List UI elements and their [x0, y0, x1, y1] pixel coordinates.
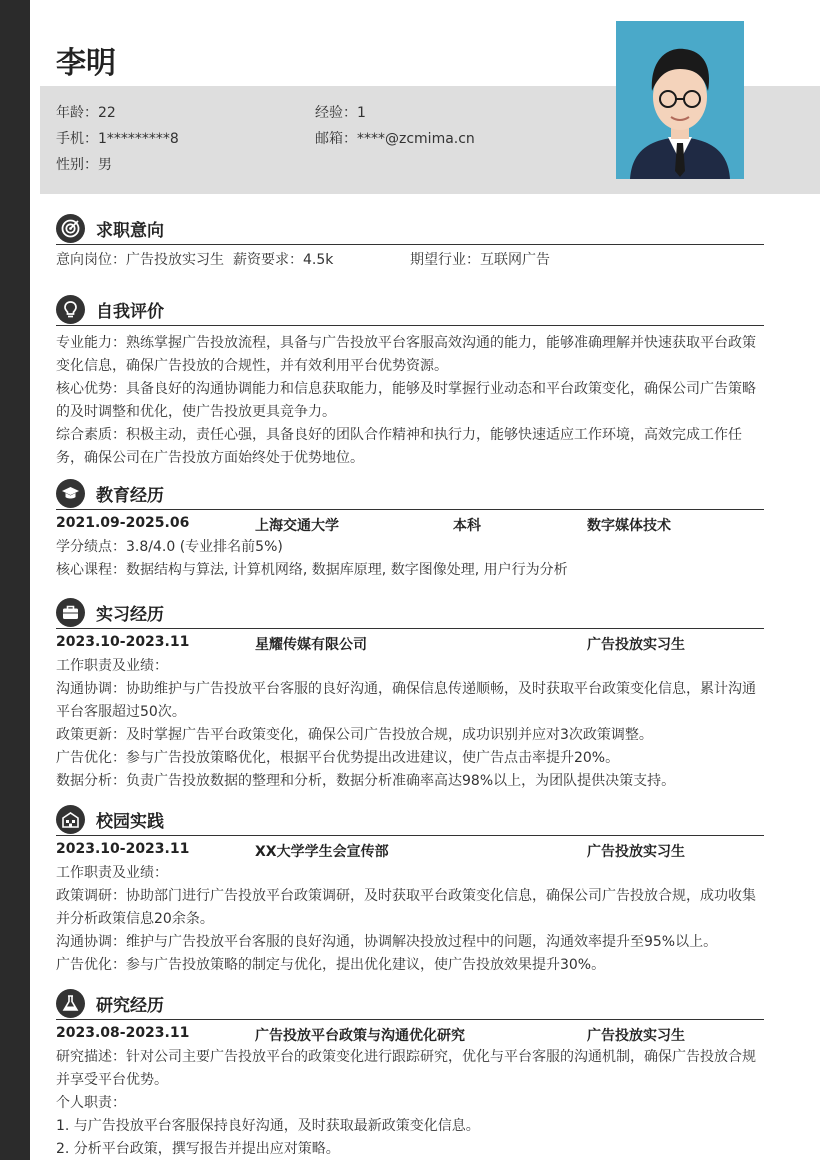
self-evaluation-title: 自我评价: [96, 302, 164, 322]
internship-company: 星耀传媒有限公司: [255, 637, 367, 653]
internship-line: 数据分析：负责广告投放数据的整理和分析，数据分析准确率高达98%以上，为团队提供决策支持。: [56, 773, 676, 789]
education-school: 上海交通大学: [255, 518, 339, 534]
research-line: 个人职责：: [56, 1095, 126, 1111]
self-eval-line: 专业能力：熟练掌握广告投放流程，具备与广告投放平台客服高效沟通的能力，能够准确理解并快速获取平台政策变化信息，确保广告投放的合规性，并有效利用平台优势资源。: [56, 335, 756, 374]
internship-row: [56, 631, 764, 655]
education-row: [56, 512, 764, 536]
education-major: 数字媒体技术: [587, 518, 671, 534]
internship-line: 广告优化：参与广告投放策略优化，根据平台优势提出改进建议，使广告点击率提升20%。: [56, 750, 620, 766]
campus-line: 工作职责及业绩：: [56, 865, 168, 881]
self-evaluation-section: [56, 295, 764, 470]
education-section: [56, 479, 764, 582]
internship-date: 2023.10-2023.11: [56, 634, 190, 650]
intent-industry: 期望行业：互联网广告: [410, 252, 550, 268]
job-intent-header: [56, 214, 764, 245]
internship-title: 实习经历: [96, 605, 164, 625]
experience-field: 经验：1: [315, 105, 366, 121]
email-field: 邮箱：****@zcmima.cn: [315, 131, 475, 147]
gender-field: 性别：男: [56, 157, 112, 173]
education-title: 教育经历: [96, 486, 164, 506]
research-project: 广告投放平台政策与沟通优化研究: [255, 1028, 465, 1044]
campus-title: 校园实践: [96, 812, 164, 832]
education-date: 2021.09-2025.06: [56, 515, 190, 531]
campus-line: 沟通协调：维护与广告投放平台客服的良好沟通，协调解决投放过程中的问题，沟通效率提升至95%以上。: [56, 934, 718, 950]
research-date: 2023.08-2023.11: [56, 1025, 190, 1041]
left-sidebar-bar: [0, 0, 30, 1160]
building-icon: [56, 805, 85, 834]
education-header: [56, 479, 764, 510]
job-intent-section: [56, 214, 764, 273]
research-line: 1. 与广告投放平台客服保持良好沟通，及时获取最新政策变化信息。: [56, 1118, 480, 1134]
internship-line: 沟通协调：协助维护与广告投放平台客服的良好沟通，确保信息传递顺畅，及时获取平台政策变化信息，累计沟通平台客服超过50次。: [56, 681, 756, 720]
campus-date: 2023.10-2023.11: [56, 841, 190, 857]
education-line: 核心课程：数据结构与算法, 计算机网络, 数据库原理, 数字图像处理, 用户行为分析: [56, 562, 568, 578]
phone-field: 手机：1*********8: [56, 131, 179, 147]
campus-row: [56, 838, 764, 862]
campus-section: [56, 805, 764, 977]
campus-line: 广告优化：参与广告投放策略的制定与优化，提出优化建议，使广告投放效果提升30%。: [56, 957, 606, 973]
internship-line: 政策更新：及时掌握广告平台政策变化，确保公司广告投放合规，成功识别并应对3次政策调整。: [56, 727, 653, 743]
research-row: [56, 1022, 764, 1046]
internship-line: 工作职责及业绩：: [56, 658, 168, 674]
age-field: 年龄：22: [56, 105, 116, 121]
research-line: 2. 分析平台政策，撰写报告并提出应对策略。: [56, 1141, 340, 1157]
intent-salary: 薪资要求：4.5k: [233, 252, 334, 268]
campus-org: XX大学学生会宣传部: [255, 844, 389, 860]
research-section: [56, 989, 764, 1161]
internship-header: [56, 598, 764, 629]
research-title: 研究经历: [96, 996, 164, 1016]
internship-section: [56, 598, 764, 793]
candidate-name: 李明: [56, 46, 116, 81]
briefcase-icon: [56, 598, 85, 627]
campus-header: [56, 805, 764, 836]
graduation-cap-icon: [56, 479, 85, 508]
intent-position: 意向岗位：广告投放实习生: [56, 252, 224, 268]
campus-role: 广告投放实习生: [587, 844, 685, 860]
self-evaluation-header: [56, 295, 764, 326]
self-eval-line: 综合素质：积极主动，责任心强，具备良好的团队合作精神和执行力，能够快速适应工作环境，高效完成工作任务，确保公司在广告投放方面始终处于优势地位。: [56, 427, 742, 466]
job-intent-row: [56, 245, 764, 273]
self-eval-line: 核心优势：具备良好的沟通协调能力和信息获取能力，能够及时掌握行业动态和平台政策变化，确保公司广告策略的及时调整和优化，使广告投放更具竞争力。: [56, 381, 756, 420]
education-line: 学分绩点：3.8/4.0 (专业排名前5%): [56, 539, 283, 555]
self-evaluation-body: [56, 326, 764, 470]
job-intent-title: 求职意向: [96, 221, 164, 241]
research-line: 研究描述：针对公司主要广告投放平台的政策变化进行跟踪研究，优化与平台客服的沟通机制，确保广告投放合规并享受平台优势。: [56, 1049, 756, 1088]
campus-line: 政策调研：协助部门进行广告投放平台政策调研，及时获取平台政策变化信息，确保公司广告投放合规，成功收集并分析政策信息20余条。: [56, 888, 756, 927]
profile-photo: [616, 21, 744, 179]
lightbulb-icon: [56, 295, 85, 324]
target-icon: [56, 214, 85, 243]
research-role: 广告投放实习生: [587, 1028, 685, 1044]
research-header: [56, 989, 764, 1020]
flask-icon: [56, 989, 85, 1018]
internship-role: 广告投放实习生: [587, 637, 685, 653]
education-degree: 本科: [453, 518, 481, 534]
